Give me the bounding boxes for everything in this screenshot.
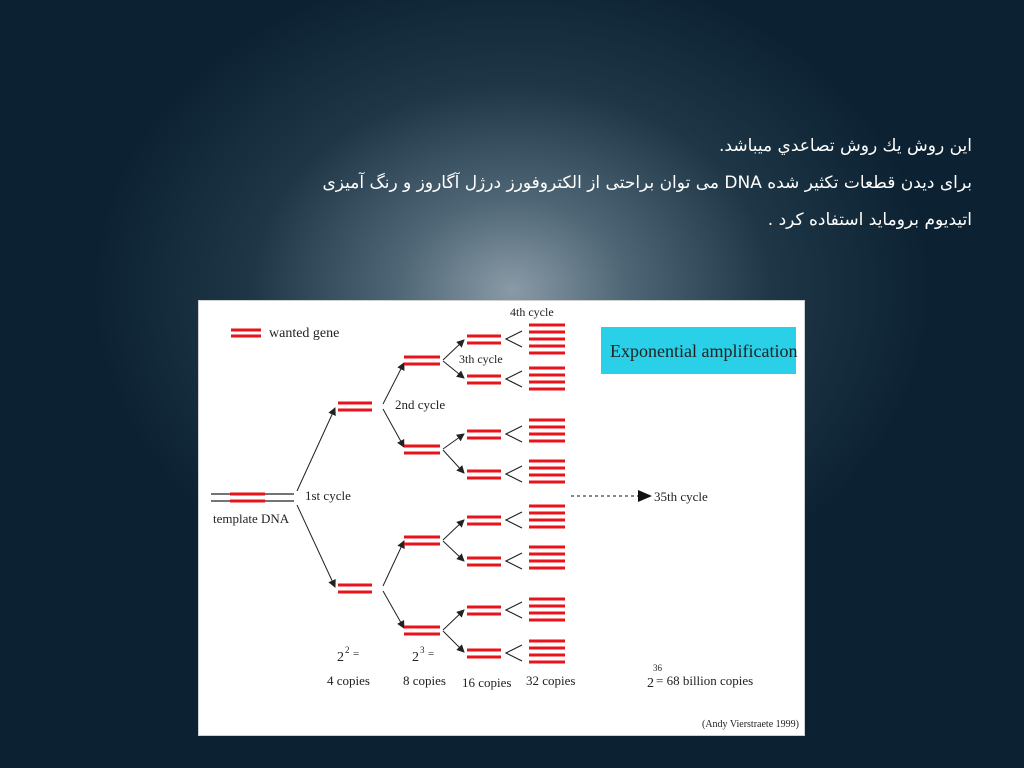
title-box [601, 327, 797, 374]
cycle-3-arrow-7 [443, 610, 464, 630]
cycle-3-arrows [443, 340, 464, 652]
copy-count-4 [327, 645, 370, 688]
copies-label: 8 copies [403, 673, 446, 688]
slide-text [40, 128, 972, 239]
cycle-1-arrow-down [297, 505, 335, 587]
cycle-2-arrow-2 [383, 409, 404, 447]
power-base: 2 [412, 650, 419, 665]
equals-sign: = [428, 648, 435, 660]
power-base: 2 [337, 650, 344, 665]
copies-label: 4 copies [327, 673, 370, 688]
pcr-amplification-figure [198, 300, 805, 736]
figure-credit: (Andy Vierstraete 1999) [702, 719, 799, 730]
legend-label: wanted gene [269, 326, 340, 341]
copy-pairs-gen3 [467, 336, 501, 657]
cycle-3-arrow-4 [443, 450, 464, 473]
cycle-4-label: 4th cycle [510, 305, 554, 319]
chevron-8 [506, 645, 522, 661]
diagram-title: Exponential amplification [610, 341, 798, 361]
chevron-7 [506, 602, 522, 618]
slide-text-line-3: اتیدیوم بروماید استفاده کرد . [767, 210, 972, 230]
template-dna [211, 494, 294, 526]
cycle-35-label: 35th cycle [654, 489, 708, 504]
power-exponent: 3 [420, 645, 425, 655]
cycle-3-label: 3th cycle [459, 352, 503, 366]
copy-stack-gen4 [529, 325, 565, 662]
chevron-1 [506, 331, 522, 347]
chevron-2 [506, 371, 522, 387]
cycle-3-arrow-5 [443, 520, 464, 540]
copy-count-16-label: 16 copies [462, 675, 512, 690]
cycle-3-arrow-6 [443, 541, 464, 561]
cycle-4-chevrons [506, 331, 522, 661]
cycle-3-arrow-3 [443, 434, 464, 449]
billion-copies-label: = 68 billion copies [656, 673, 754, 688]
slide-text-line-1: اين روش يك روش تصاعدي ميباشد. [719, 136, 972, 156]
slide-text-line-2: برای دیدن قطعات تکثیر شده DNA می توان براحتی از الکتروفورز درژل آگاروز و رنگ آمیزی [322, 173, 972, 193]
cycle-2-label: 2nd cycle [395, 397, 446, 412]
template-label: template DNA [213, 511, 290, 526]
copy-count-35th [647, 663, 753, 691]
cycle-1-arrow-up [297, 408, 335, 491]
cycle-3-arrow-8 [443, 631, 464, 652]
cycle-1-label: 1st cycle [305, 488, 351, 503]
chevron-5 [506, 512, 522, 528]
power-exponent: 2 [345, 645, 350, 655]
copy-count-32-label: 32 copies [526, 673, 576, 688]
equals-sign: = [353, 648, 360, 660]
chevron-4 [506, 466, 522, 482]
chevron-6 [506, 553, 522, 569]
legend-wanted-gene [231, 326, 339, 341]
power-exponent: 36 [653, 663, 662, 673]
copy-count-8 [403, 645, 446, 688]
cycle-2-arrow-4 [383, 591, 404, 628]
power-base: 2 [647, 676, 654, 691]
pcr-diagram-svg [199, 301, 804, 735]
chevron-3 [506, 426, 522, 442]
cycle-2-arrow-3 [383, 541, 404, 586]
